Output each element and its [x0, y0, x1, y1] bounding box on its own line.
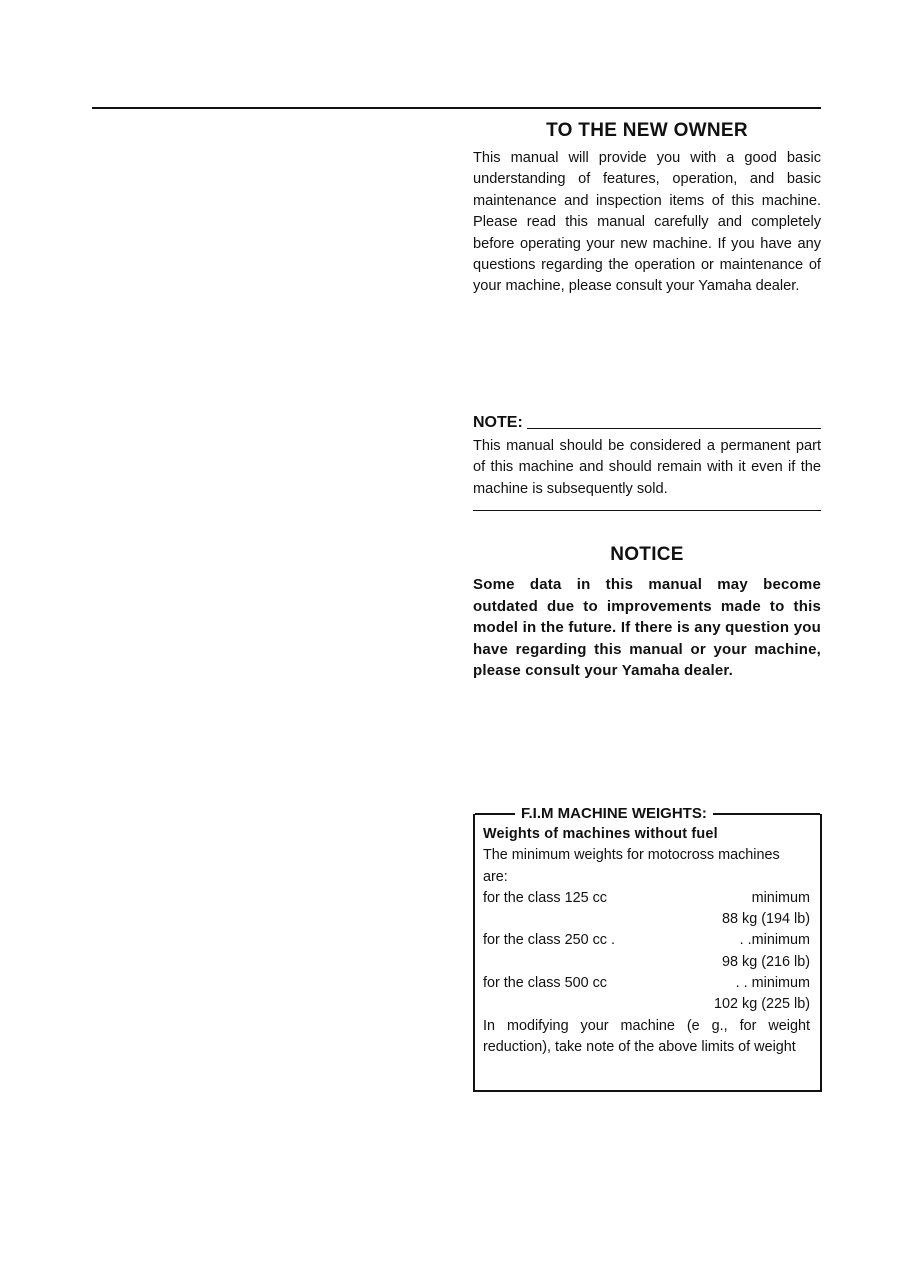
- owner-body: This manual will provide you with a good basic understanding of features, operation, and basic maintenance and inspection items of this machine. Please read this manual carefully and completely before operating your new machine. If you have any questions regarding the operation or maintenance of your machine, please consult your Yamaha dealer.: [473, 150, 821, 295]
- fim-min-label: . . minimum: [735, 975, 810, 992]
- fim-weight: 98 kg (216 lb): [722, 953, 810, 970]
- fim-intro-line-1: The minimum weights for motocross machines: [483, 847, 780, 864]
- fim-weight: 88 kg (194 lb): [722, 911, 810, 928]
- note-header: [473, 414, 821, 432]
- owner-section: [473, 120, 821, 298]
- fim-min-label: . .minimum: [739, 932, 810, 949]
- top-rule: [92, 107, 821, 109]
- notice-body: Some data in this manual may become outdated due to improvements made to this model in the future. If there is any question you have regarding this manual or your machine, please consult your Yamaha dealer.: [473, 576, 821, 680]
- note-body: This manual should be considered a permanent part of this machine and should remain with it even if the machine is subsequently sold.: [473, 438, 821, 497]
- note-header-rule: [527, 428, 821, 429]
- fim-subtitle: Weights of machines without fuel: [483, 826, 718, 842]
- fim-weights-box: [473, 805, 822, 1092]
- fim-class: for the class 500 cc: [483, 975, 607, 992]
- fim-class: for the class 250 cc .: [483, 932, 615, 949]
- fim-header: [475, 805, 820, 822]
- fim-content: [483, 824, 810, 1058]
- fim-intro-line-2: are:: [483, 868, 508, 885]
- owner-title: TO THE NEW OWNER: [546, 120, 748, 141]
- fim-header-rule-left: [475, 813, 515, 815]
- fim-weight: 102 kg (225 lb): [714, 996, 810, 1013]
- fim-row: [483, 930, 810, 951]
- fim-header-label: F.I.M MACHINE WEIGHTS:: [515, 805, 713, 822]
- notice-title: NOTICE: [610, 544, 684, 565]
- fim-min-label: minimum: [751, 889, 810, 906]
- fim-class: for the class 125 cc: [483, 889, 607, 906]
- fim-header-rule-right: [713, 813, 820, 815]
- note-bottom-rule: [473, 510, 821, 511]
- fim-row: [483, 973, 810, 994]
- fim-footer: In modifying your machine (e g., for weight reduction), take note of the above limits of weight: [483, 1017, 810, 1055]
- fim-row: [483, 888, 810, 909]
- note-label: NOTE:: [473, 414, 523, 431]
- notice-section: [473, 544, 821, 682]
- note-section: [473, 414, 821, 511]
